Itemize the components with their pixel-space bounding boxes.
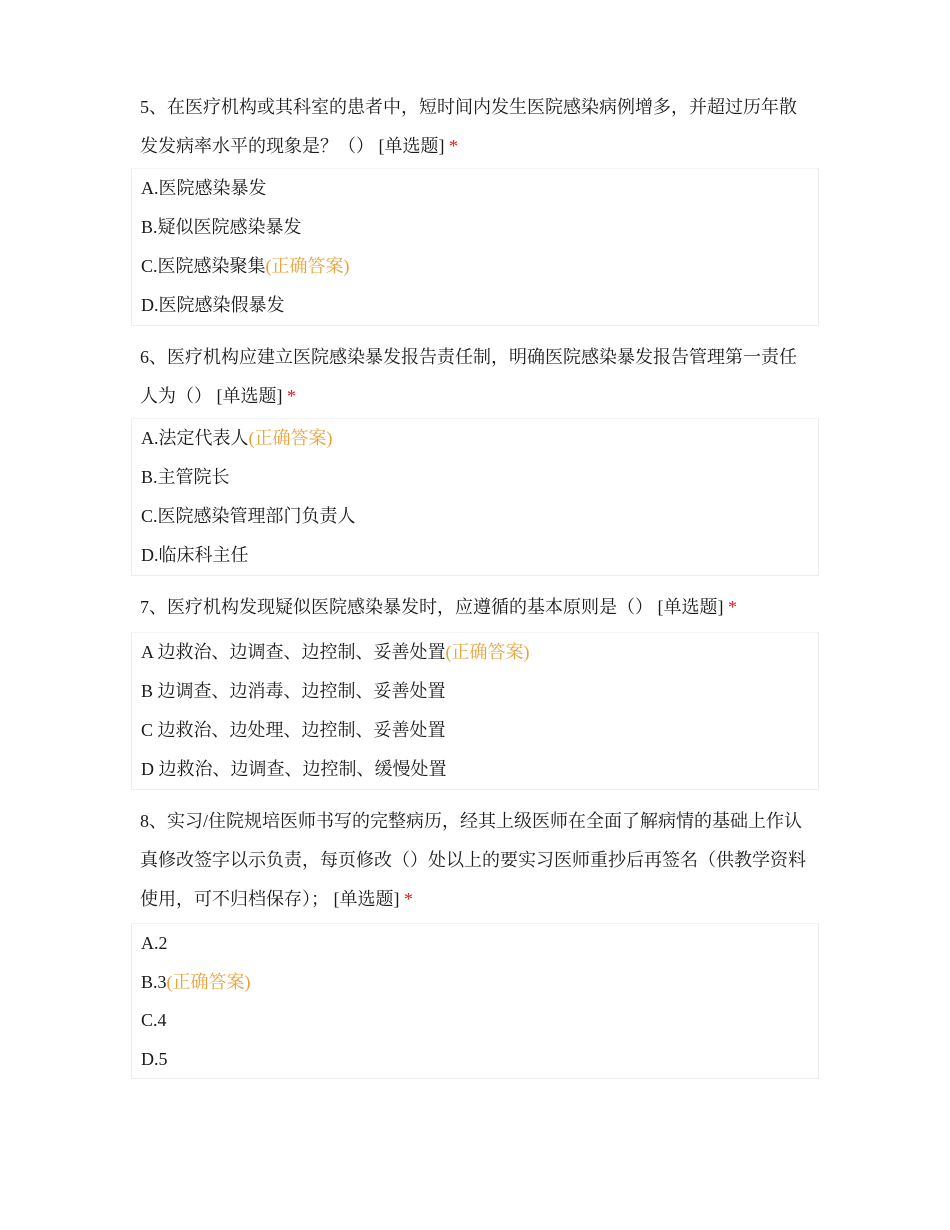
correct-answer-mark: (正确答案) (248, 428, 333, 448)
question-7 (131, 588, 819, 790)
option-c[interactable]: C.医院感染管理部门负责人 (141, 506, 356, 526)
required-mark: * (449, 136, 458, 156)
option-d[interactable]: D.临床科主任 (141, 545, 249, 565)
question-type: [单选题] (333, 889, 400, 909)
question-type: [单选题] (378, 136, 445, 156)
correct-answer-mark: (正确答案) (166, 971, 251, 992)
option-a[interactable]: A.法定代表人(正确答案) (141, 428, 333, 448)
option-a[interactable]: A.医院感染暴发 (141, 178, 267, 198)
question-type: [单选题] (657, 597, 724, 617)
option-list (131, 418, 819, 576)
correct-answer-mark: (正确答案) (445, 642, 530, 662)
option-b[interactable]: B 边调查、边消毒、边控制、妥善处置 (141, 681, 446, 701)
question-text: 7、医疗机构发现疑似医院感染暴发时，应遵循的基本原则是（） (140, 597, 653, 617)
question-text: 6、医疗机构应建立医院感染暴发报告责任制，明确医院感染暴发报告管理第一责任人为（） (140, 347, 797, 406)
question-title (131, 802, 819, 919)
option-c[interactable]: C.4 (141, 1010, 167, 1030)
question-title (131, 588, 819, 627)
question-8 (131, 802, 819, 1079)
required-mark: * (404, 889, 413, 909)
question-5 (131, 88, 819, 326)
question-text: 5、在医疗机构或其科室的患者中，短时间内发生医院感染病例增多，并超过历年散发发病率水平的现象是？（） (140, 97, 797, 156)
option-c[interactable]: C 边救治、边处理、边控制、妥善处置 (141, 720, 446, 740)
question-text: 8、实习/住院规培医师书写的完整病历，经其上级医师在全面了解病情的基础上作认真修改签字以示负责，每页修改（）处以上的要实习医师重抄后再签名（供教学资料使用，可不归档保存）； (140, 811, 806, 909)
option-d[interactable]: D.医院感染假暴发 (141, 295, 285, 315)
option-d[interactable]: D 边救治、边调查、边控制、缓慢处置 (141, 759, 447, 779)
option-b[interactable]: B.3(正确答案) (141, 971, 251, 992)
option-list (131, 168, 819, 326)
option-a[interactable]: A.2 (141, 933, 168, 953)
option-a[interactable]: A 边救治、边调查、边控制、妥善处置(正确答案) (141, 642, 530, 662)
correct-answer-mark: (正确答案) (265, 256, 350, 276)
question-type: [单选题] (216, 386, 283, 406)
option-list (131, 632, 819, 790)
option-d[interactable]: D.5 (141, 1048, 168, 1069)
required-mark: * (287, 386, 296, 406)
question-title (131, 88, 819, 166)
option-c[interactable]: C.医院感染聚集(正确答案) (141, 256, 350, 276)
question-title (131, 338, 819, 416)
option-list (131, 923, 819, 1079)
question-6 (131, 338, 819, 576)
option-b[interactable]: B.主管院长 (141, 467, 230, 487)
question-list (131, 88, 819, 1079)
option-b[interactable]: B.疑似医院感染暴发 (141, 217, 302, 237)
required-mark: * (728, 597, 737, 617)
